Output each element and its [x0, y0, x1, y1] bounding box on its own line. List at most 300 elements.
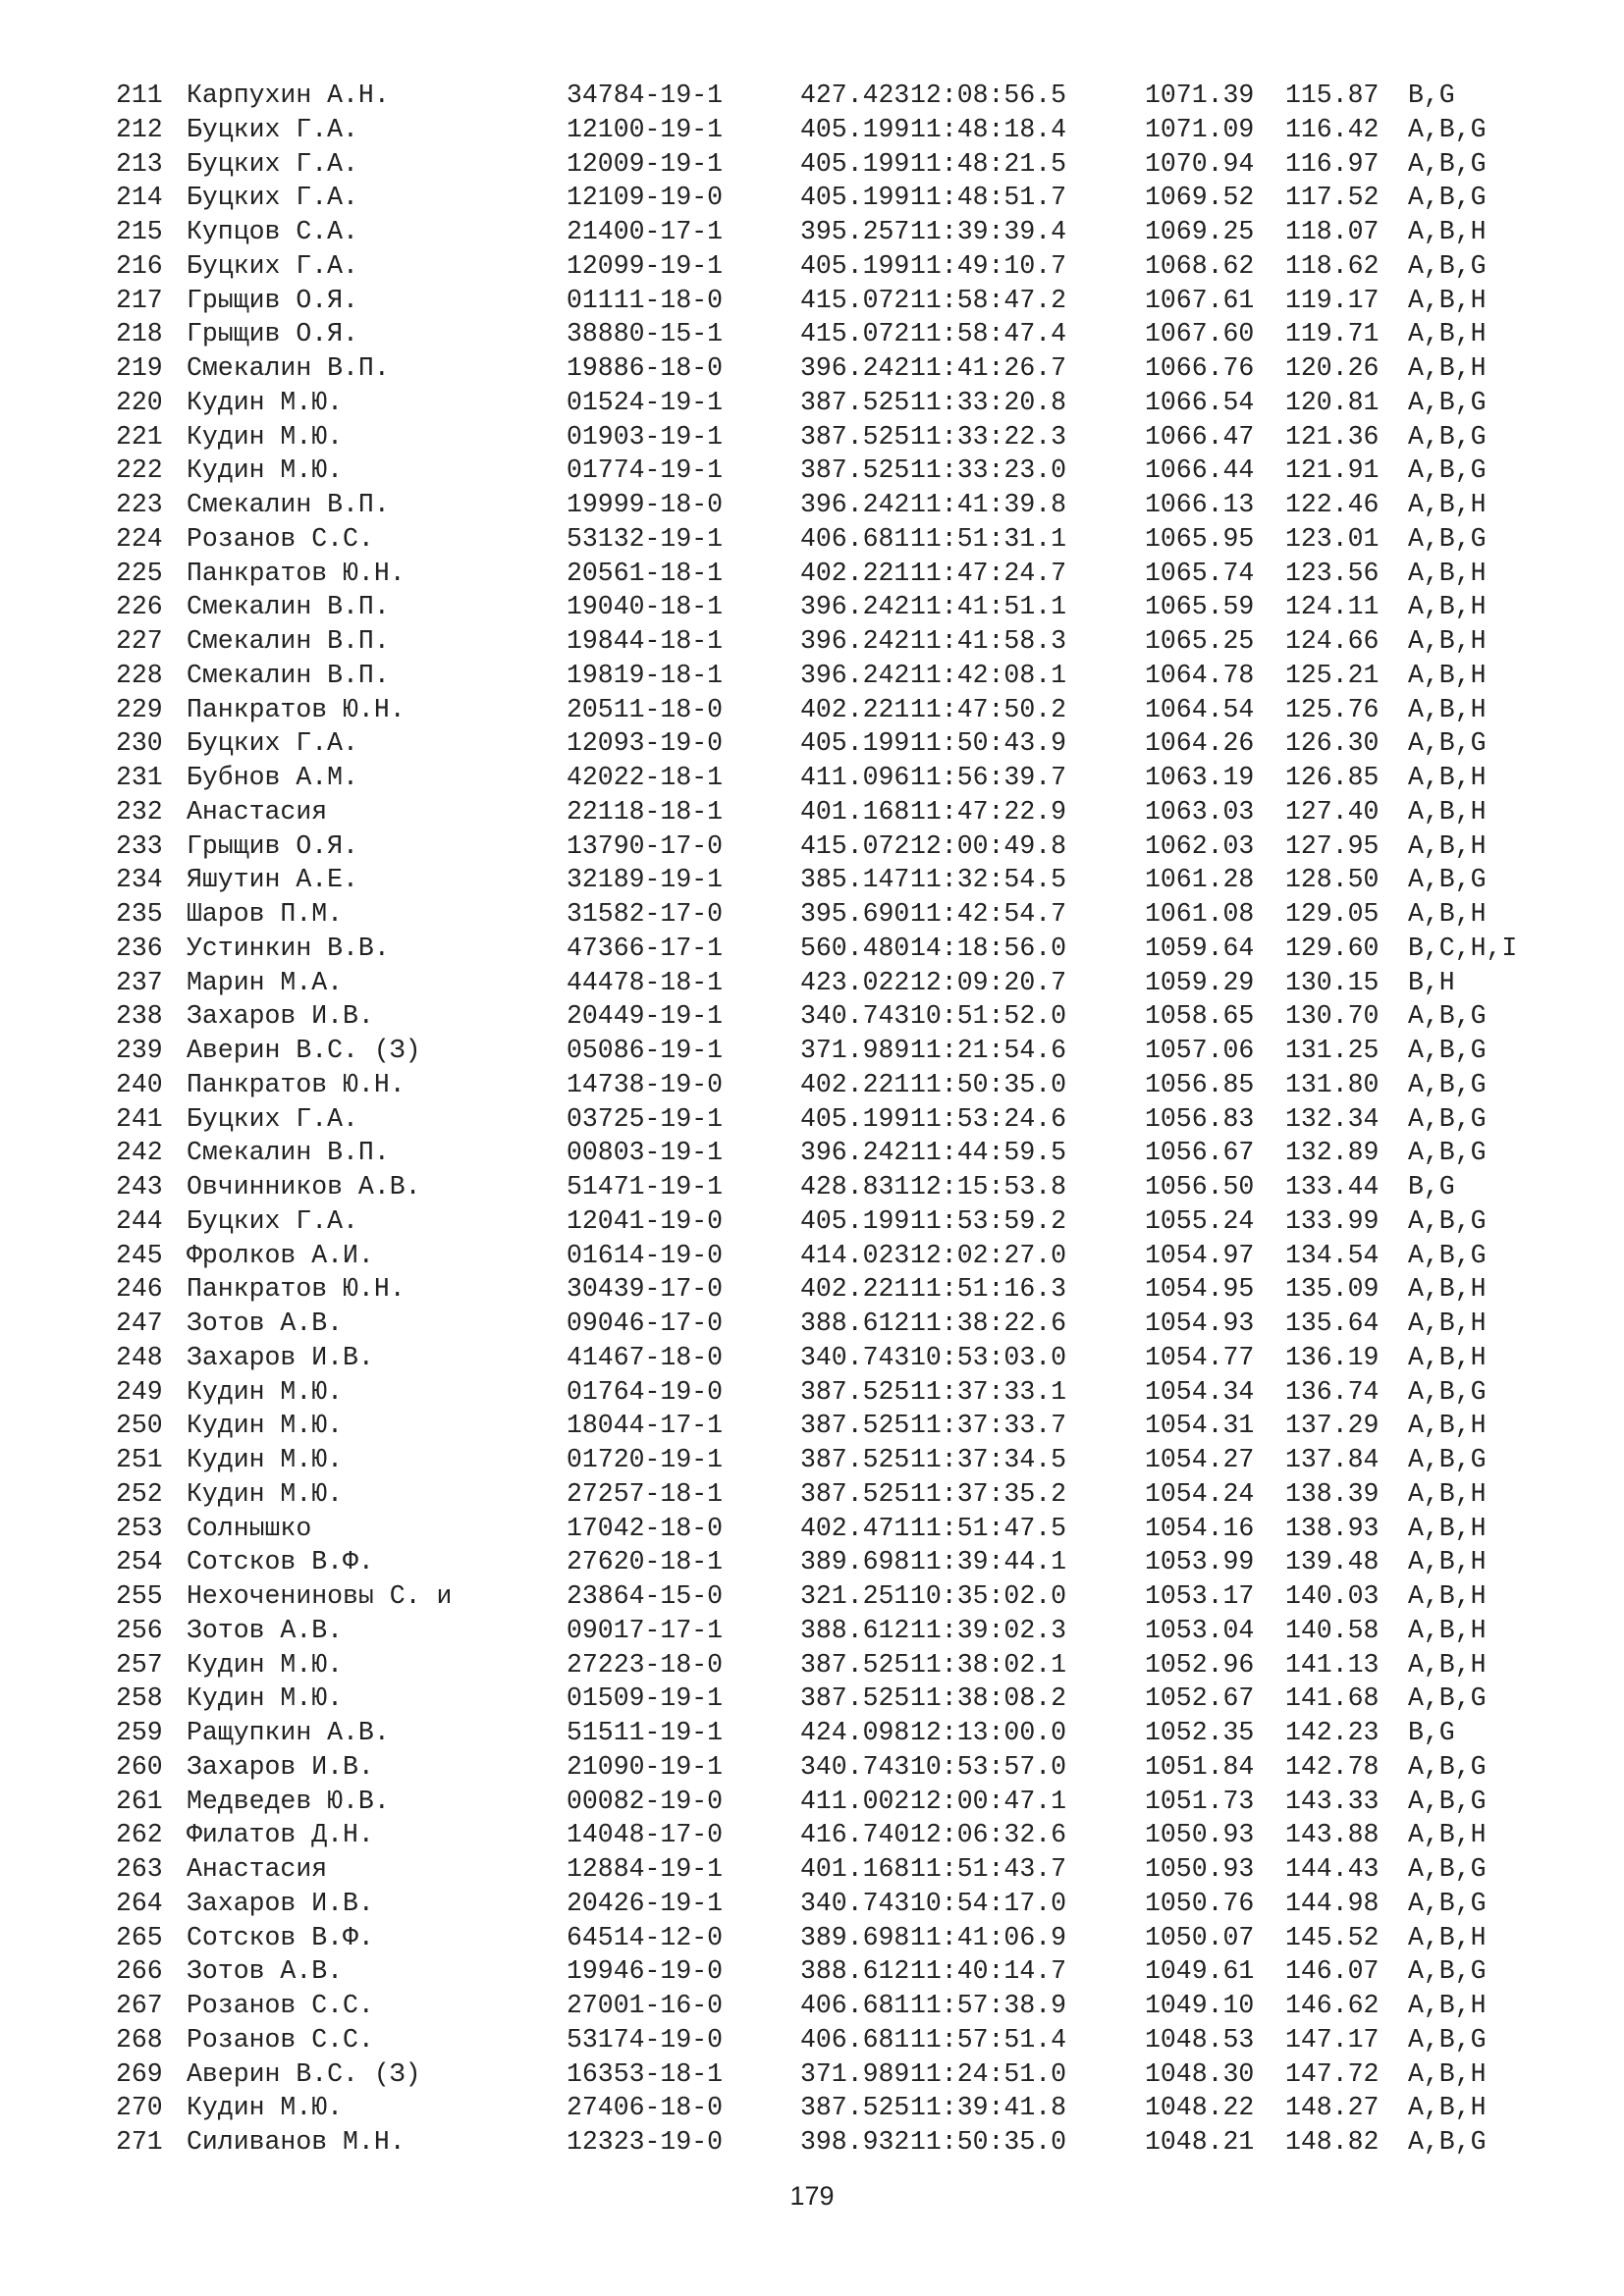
result-row: [116, 557, 1549, 591]
rank-number: 270: [116, 2093, 163, 2123]
ring-number: 53174-19-0: [567, 2024, 724, 2055]
arrival-time: 11:58:47.4: [910, 319, 1067, 349]
speed: 1066.54: [1145, 387, 1255, 417]
result-row: [116, 1750, 1549, 1785]
coefficient: 121.91: [1285, 455, 1380, 486]
coefficient: 115.87: [1285, 80, 1380, 110]
rank-number: 232: [116, 796, 163, 827]
result-row: [116, 1409, 1549, 1443]
speed: 1066.13: [1145, 490, 1255, 519]
speed: 1069.25: [1145, 217, 1255, 246]
speed: 1065.95: [1145, 523, 1255, 554]
arrival-time: 11:41:06.9: [910, 1922, 1067, 1952]
categories: B,H: [1408, 967, 1455, 997]
categories: A,B,G: [1408, 523, 1487, 554]
ring-number: 14048-17-0: [567, 1820, 724, 1850]
distance: 402.221: [800, 1274, 910, 1305]
participant-name: Смекалин В.П.: [187, 353, 390, 383]
distance: 395.690: [800, 899, 910, 929]
participant-name: Буцких Г.А.: [187, 250, 358, 281]
distance: 428.831: [800, 1172, 910, 1201]
distance: 387.525: [800, 387, 910, 417]
arrival-time: 11:48:51.7: [910, 183, 1067, 213]
arrival-time: 11:50:35.0: [910, 1069, 1067, 1099]
result-row: [116, 624, 1549, 659]
ring-number: 01509-19-1: [567, 1683, 724, 1714]
speed: 1050.93: [1145, 1854, 1255, 1884]
categories: A,B,H: [1408, 1615, 1487, 1645]
distance: 415.072: [800, 319, 910, 349]
ring-number: 12009-19-1: [567, 148, 724, 179]
speed: 1068.62: [1145, 250, 1255, 281]
ring-number: 53132-19-1: [567, 523, 724, 554]
distance: 387.525: [800, 1478, 910, 1509]
arrival-time: 11:38:08.2: [910, 1683, 1067, 1714]
ring-number: 01614-19-0: [567, 1240, 724, 1270]
arrival-time: 11:49:10.7: [910, 250, 1067, 281]
distance: 388.612: [800, 1615, 910, 1645]
participant-name: Анастасия: [187, 1854, 328, 1884]
speed: 1064.78: [1145, 660, 1255, 690]
rank-number: 236: [116, 933, 163, 963]
rank-number: 245: [116, 1240, 163, 1270]
rank-number: 252: [116, 1478, 163, 1509]
rank-number: 240: [116, 1069, 163, 1099]
arrival-time: 12:06:32.6: [910, 1820, 1067, 1850]
categories: A,B,H: [1408, 830, 1487, 861]
ring-number: 27406-18-0: [567, 2093, 724, 2123]
categories: A,B,H: [1408, 1411, 1487, 1441]
result-row: [116, 1102, 1549, 1137]
categories: A,B,G: [1408, 728, 1487, 759]
arrival-time: 11:37:33.1: [910, 1376, 1067, 1407]
arrival-time: 11:48:21.5: [910, 148, 1067, 179]
arrival-time: 11:39:39.4: [910, 217, 1067, 246]
categories: B,G: [1408, 80, 1455, 110]
rank-number: 239: [116, 1036, 163, 1065]
speed: 1055.24: [1145, 1205, 1255, 1236]
speed: 1052.96: [1145, 1649, 1255, 1680]
ring-number: 20426-19-1: [567, 1888, 724, 1918]
rank-number: 247: [116, 1308, 163, 1338]
ring-number: 27257-18-1: [567, 1478, 724, 1509]
coefficient: 126.30: [1285, 728, 1380, 759]
speed: 1049.10: [1145, 1991, 1255, 2020]
rank-number: 219: [116, 353, 163, 383]
distance: 385.147: [800, 865, 910, 895]
speed: 1053.99: [1145, 1547, 1255, 1577]
distance: 405.199: [800, 1205, 910, 1236]
participant-name: Захаров И.В.: [187, 1342, 374, 1372]
distance: 396.242: [800, 660, 910, 690]
coefficient: 120.81: [1285, 387, 1380, 417]
result-row: [116, 1170, 1549, 1204]
ring-number: 42022-18-1: [567, 763, 724, 792]
ring-number: 19946-19-0: [567, 1956, 724, 1987]
speed: 1067.61: [1145, 285, 1255, 315]
result-row: [116, 351, 1549, 386]
arrival-time: 11:33:20.8: [910, 387, 1067, 417]
participant-name: Кудин М.Ю.: [187, 421, 344, 452]
coefficient: 131.25: [1285, 1036, 1380, 1065]
result-row: [116, 147, 1549, 182]
coefficient: 116.42: [1285, 114, 1380, 144]
coefficient: 137.84: [1285, 1445, 1380, 1474]
coefficient: 138.93: [1285, 1513, 1380, 1543]
arrival-time: 11:38:02.1: [910, 1649, 1067, 1680]
distance: 427.423: [800, 80, 910, 110]
coefficient: 120.26: [1285, 353, 1380, 383]
participant-name: Панкратов Ю.Н.: [187, 1274, 406, 1305]
categories: A,B,H: [1408, 899, 1487, 929]
coefficient: 125.76: [1285, 694, 1380, 724]
ring-number: 64514-12-0: [567, 1922, 724, 1952]
result-row: [116, 1068, 1549, 1102]
result-row: [116, 1512, 1549, 1546]
coefficient: 134.54: [1285, 1240, 1380, 1270]
speed: 1069.52: [1145, 183, 1255, 213]
arrival-time: 11:57:51.4: [910, 2024, 1067, 2055]
coefficient: 143.88: [1285, 1820, 1380, 1850]
distance: 424.098: [800, 1718, 910, 1747]
ring-number: 19819-18-1: [567, 660, 724, 690]
result-row: [116, 1785, 1549, 1819]
categories: A,B,G: [1408, 1001, 1487, 1032]
arrival-time: 11:51:47.5: [910, 1513, 1067, 1543]
ring-number: 09017-17-1: [567, 1615, 724, 1645]
categories: A,B,G: [1408, 1683, 1487, 1714]
arrival-time: 11:39:02.3: [910, 1615, 1067, 1645]
arrival-time: 11:48:18.4: [910, 114, 1067, 144]
participant-name: Розанов С.С.: [187, 523, 374, 554]
participant-name: Карпухин А.Н.: [187, 80, 390, 110]
result-row: [116, 1954, 1549, 1989]
result-row: [116, 215, 1549, 249]
rank-number: 251: [116, 1445, 163, 1474]
categories: A,B,H: [1408, 1991, 1487, 2020]
participant-name: Кудин М.Ю.: [187, 1478, 344, 1509]
arrival-time: 12:00:49.8: [910, 830, 1067, 861]
distance: 340.743: [800, 1751, 910, 1782]
rank-number: 267: [116, 1991, 163, 2020]
categories: A,B,H: [1408, 353, 1487, 383]
speed: 1066.44: [1145, 455, 1255, 486]
coefficient: 138.39: [1285, 1478, 1380, 1509]
result-row: [116, 761, 1549, 795]
ring-number: 47366-17-1: [567, 933, 724, 963]
result-row: [116, 2091, 1549, 2125]
result-row: [116, 1477, 1549, 1512]
arrival-time: 11:47:50.2: [910, 694, 1067, 724]
result-row: [116, 1272, 1549, 1307]
arrival-time: 11:39:44.1: [910, 1547, 1067, 1577]
speed: 1054.24: [1145, 1478, 1255, 1509]
categories: A,B,H: [1408, 1922, 1487, 1952]
categories: A,B,G: [1408, 1956, 1487, 1987]
distance: 387.525: [800, 1411, 910, 1441]
coefficient: 140.03: [1285, 1581, 1380, 1611]
categories: A,B,G: [1408, 148, 1487, 179]
result-row: [116, 181, 1549, 215]
rank-number: 211: [116, 80, 163, 110]
rank-number: 217: [116, 285, 163, 315]
categories: A,B,H: [1408, 2093, 1487, 2123]
arrival-time: 11:57:38.9: [910, 1991, 1067, 2020]
coefficient: 123.56: [1285, 558, 1380, 588]
distance: 321.251: [800, 1581, 910, 1611]
ring-number: 01524-19-1: [567, 387, 724, 417]
participant-name: Кудин М.Ю.: [187, 1683, 344, 1714]
rank-number: 227: [116, 626, 163, 656]
distance: 414.023: [800, 1240, 910, 1270]
distance: 387.525: [800, 1649, 910, 1680]
rank-number: 264: [116, 1888, 163, 1918]
distance: 340.743: [800, 1342, 910, 1372]
ring-number: 09046-17-0: [567, 1308, 724, 1338]
speed: 1061.28: [1145, 865, 1255, 895]
coefficient: 130.70: [1285, 1001, 1380, 1032]
result-row: [116, 863, 1549, 897]
result-row: [116, 1921, 1549, 1955]
participant-name: Розанов С.С.: [187, 1991, 374, 2020]
coefficient: 131.80: [1285, 1069, 1380, 1099]
speed: 1048.21: [1145, 2127, 1255, 2157]
distance: 395.257: [800, 217, 910, 246]
arrival-time: 11:40:14.7: [910, 1956, 1067, 1987]
arrival-time: 11:56:39.7: [910, 763, 1067, 792]
speed: 1066.47: [1145, 421, 1255, 452]
coefficient: 135.64: [1285, 1308, 1380, 1338]
participant-name: Грыщив О.Я.: [187, 285, 358, 315]
coefficient: 127.40: [1285, 796, 1380, 827]
categories: A,B,G: [1408, 1205, 1487, 1236]
rank-number: 212: [116, 114, 163, 144]
ring-number: 20561-18-1: [567, 558, 724, 588]
arrival-time: 11:37:33.7: [910, 1411, 1067, 1441]
participant-name: Сотсков В.Ф.: [187, 1922, 374, 1952]
distance: 398.932: [800, 2127, 910, 2157]
coefficient: 133.44: [1285, 1172, 1380, 1201]
categories: A,B,G: [1408, 1103, 1487, 1134]
participant-name: Нехочениновы С. и: [187, 1581, 453, 1611]
result-row: [116, 454, 1549, 488]
participant-name: Розанов С.С.: [187, 2024, 374, 2055]
participant-name: Ращупкин А.В.: [187, 1718, 390, 1747]
arrival-time: 10:51:52.0: [910, 1001, 1067, 1032]
ring-number: 13790-17-0: [567, 830, 724, 861]
ring-number: 01903-19-1: [567, 421, 724, 452]
speed: 1051.84: [1145, 1751, 1255, 1782]
ring-number: 38880-15-1: [567, 319, 724, 349]
ring-number: 03725-19-1: [567, 1103, 724, 1134]
result-row: [116, 1887, 1549, 1921]
distance: 387.525: [800, 1445, 910, 1474]
ring-number: 01720-19-1: [567, 1445, 724, 1474]
categories: A,B,G: [1408, 114, 1487, 144]
distance: 371.989: [800, 1036, 910, 1065]
speed: 1054.77: [1145, 1342, 1255, 1372]
arrival-time: 11:53:24.6: [910, 1103, 1067, 1134]
coefficient: 144.98: [1285, 1888, 1380, 1918]
coefficient: 139.48: [1285, 1547, 1380, 1577]
coefficient: 145.52: [1285, 1922, 1380, 1952]
distance: 402.471: [800, 1513, 910, 1543]
speed: 1070.94: [1145, 148, 1255, 179]
arrival-time: 11:53:59.2: [910, 1205, 1067, 1236]
arrival-time: 11:42:08.1: [910, 660, 1067, 690]
categories: A,B,H: [1408, 1820, 1487, 1850]
participant-name: Яшутин А.Е.: [187, 865, 358, 895]
distance: 387.525: [800, 2093, 910, 2123]
result-row: [116, 1204, 1549, 1239]
ring-number: 41467-18-0: [567, 1342, 724, 1372]
arrival-time: 12:08:56.5: [910, 80, 1067, 110]
participant-name: Зотов А.В.: [187, 1615, 344, 1645]
ring-number: 20511-18-0: [567, 694, 724, 724]
speed: 1058.65: [1145, 1001, 1255, 1032]
result-row: [116, 1034, 1549, 1068]
categories: A,B,G: [1408, 1786, 1487, 1816]
speed: 1056.85: [1145, 1069, 1255, 1099]
arrival-time: 11:50:43.9: [910, 728, 1067, 759]
ring-number: 01111-18-0: [567, 285, 724, 315]
rank-number: 216: [116, 250, 163, 281]
participant-name: Аверин В.С. (З): [187, 1036, 421, 1065]
coefficient: 144.43: [1285, 1854, 1380, 1884]
categories: A,B,G: [1408, 250, 1487, 281]
ring-number: 22118-18-1: [567, 796, 724, 827]
categories: A,B,G: [1408, 1069, 1487, 1099]
rank-number: 244: [116, 1205, 163, 1236]
distance: 406.681: [800, 1991, 910, 2020]
arrival-time: 11:41:51.1: [910, 592, 1067, 622]
arrival-time: 11:41:26.7: [910, 353, 1067, 383]
rank-number: 253: [116, 1513, 163, 1543]
ring-number: 19844-18-1: [567, 626, 724, 656]
distance: 387.525: [800, 455, 910, 486]
distance: 411.002: [800, 1786, 910, 1816]
distance: 389.698: [800, 1547, 910, 1577]
speed: 1062.03: [1145, 830, 1255, 861]
result-row: [116, 590, 1549, 624]
distance: 405.199: [800, 250, 910, 281]
arrival-time: 11:51:43.7: [910, 1854, 1067, 1884]
ring-number: 18044-17-1: [567, 1411, 724, 1441]
participant-name: Смекалин В.П.: [187, 490, 390, 519]
rank-number: 243: [116, 1172, 163, 1201]
distance: 405.199: [800, 148, 910, 179]
coefficient: 122.46: [1285, 490, 1380, 519]
distance: 387.525: [800, 1683, 910, 1714]
coefficient: 124.66: [1285, 626, 1380, 656]
coefficient: 117.52: [1285, 183, 1380, 213]
rank-number: 250: [116, 1411, 163, 1441]
participant-name: Смекалин В.П.: [187, 592, 390, 622]
arrival-time: 11:32:54.5: [910, 865, 1067, 895]
arrival-time: 11:37:35.2: [910, 1478, 1067, 1509]
distance: 401.168: [800, 796, 910, 827]
coefficient: 118.07: [1285, 217, 1380, 246]
categories: A,B,H: [1408, 558, 1487, 588]
result-row: [116, 386, 1549, 420]
categories: A,B,G: [1408, 2024, 1487, 2055]
participant-name: Захаров И.В.: [187, 1888, 374, 1918]
rank-number: 213: [116, 148, 163, 179]
coefficient: 125.21: [1285, 660, 1380, 690]
arrival-time: 10:35:02.0: [910, 1581, 1067, 1611]
rank-number: 215: [116, 217, 163, 246]
distance: 389.698: [800, 1922, 910, 1952]
speed: 1059.64: [1145, 933, 1255, 963]
rank-number: 269: [116, 2058, 163, 2089]
result-row: [116, 420, 1549, 454]
categories: A,B,G: [1408, 1240, 1487, 1270]
participant-name: Кудин М.Ю.: [187, 2093, 344, 2123]
result-row: [116, 1307, 1549, 1341]
rank-number: 235: [116, 899, 163, 929]
distance: 405.199: [800, 183, 910, 213]
rank-number: 263: [116, 1854, 163, 1884]
arrival-time: 11:47:24.7: [910, 558, 1067, 588]
categories: A,B,H: [1408, 1513, 1487, 1543]
rank-number: 223: [116, 490, 163, 519]
participant-name: Буцких Г.А.: [187, 148, 358, 179]
rank-number: 259: [116, 1718, 163, 1747]
result-row: [116, 1818, 1549, 1852]
coefficient: 148.82: [1285, 2127, 1380, 2157]
categories: A,B,H: [1408, 2058, 1487, 2089]
coefficient: 147.72: [1285, 2058, 1380, 2089]
ring-number: 01764-19-0: [567, 1376, 724, 1407]
coefficient: 124.11: [1285, 592, 1380, 622]
participant-name: Анастасия: [187, 796, 328, 827]
categories: A,B,G: [1408, 1888, 1487, 1918]
arrival-time: 11:38:22.6: [910, 1308, 1067, 1338]
arrival-time: 11:41:39.8: [910, 490, 1067, 519]
rank-number: 242: [116, 1138, 163, 1168]
rank-number: 224: [116, 523, 163, 554]
rank-number: 228: [116, 660, 163, 690]
speed: 1067.60: [1145, 319, 1255, 349]
coefficient: 135.09: [1285, 1274, 1380, 1305]
participant-name: Медведев Ю.В.: [187, 1786, 390, 1816]
speed: 1059.29: [1145, 967, 1255, 997]
coefficient: 128.50: [1285, 865, 1380, 895]
rank-number: 237: [116, 967, 163, 997]
result-row: [116, 795, 1549, 829]
result-row: [116, 693, 1549, 727]
participant-name: Буцких Г.А.: [187, 1205, 358, 1236]
participant-name: Смекалин В.П.: [187, 660, 390, 690]
distance: 415.072: [800, 830, 910, 861]
participant-name: Кудин М.Ю.: [187, 387, 344, 417]
ring-number: 34784-19-1: [567, 80, 724, 110]
categories: A,B,H: [1408, 1274, 1487, 1305]
result-row: [116, 1614, 1549, 1648]
categories: A,B,H: [1408, 660, 1487, 690]
categories: A,B,G: [1408, 183, 1487, 213]
speed: 1053.17: [1145, 1581, 1255, 1611]
coefficient: 129.05: [1285, 899, 1380, 929]
arrival-time: 11:33:23.0: [910, 455, 1067, 486]
participant-name: Панкратов Ю.Н.: [187, 558, 406, 588]
ring-number: 31582-17-0: [567, 899, 724, 929]
participant-name: Грыщив О.Я.: [187, 830, 358, 861]
rank-number: 256: [116, 1615, 163, 1645]
distance: 406.681: [800, 523, 910, 554]
rank-number: 249: [116, 1376, 163, 1407]
rank-number: 214: [116, 183, 163, 213]
